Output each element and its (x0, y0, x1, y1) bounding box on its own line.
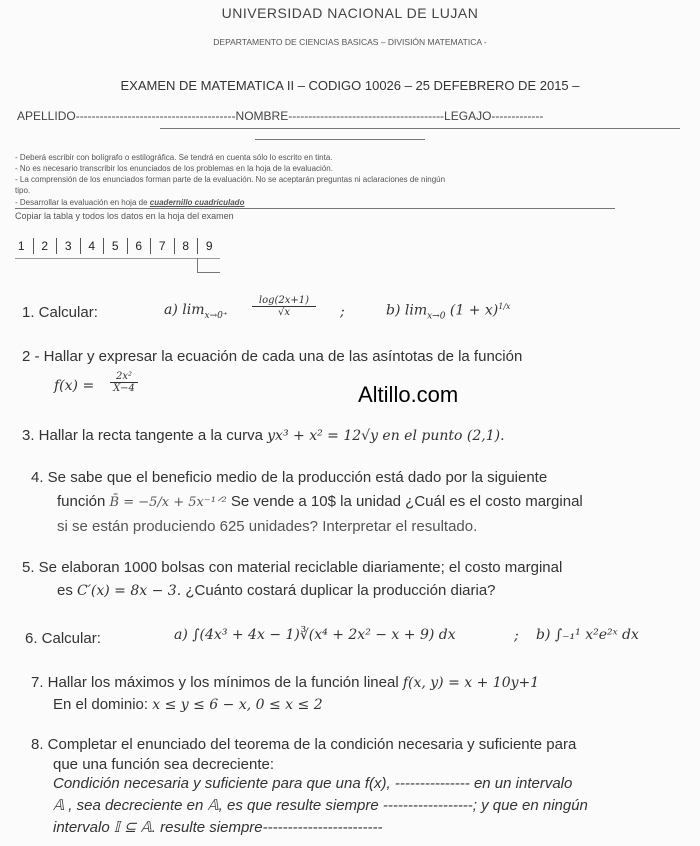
divider-line (160, 128, 680, 129)
grid-cell: 8 (174, 238, 198, 254)
q3-statement: 3. Hallar la recta tangente a la curva (22, 427, 263, 444)
q1-a-numerator: log(2x+1) (252, 295, 316, 307)
q3-text (22, 427, 505, 444)
grid-cell: 4 (80, 238, 104, 254)
q1-part-a (164, 302, 228, 321)
instruction-line: - Deberá escribir con bolígrafo o estilográfica. Se tendrá en cuenta sólo lo escrito en tinta. (15, 153, 333, 162)
q1-a-sub: x→0⁺ (204, 310, 228, 321)
q1-a-lim: a) lim (164, 302, 205, 318)
university-name: UNIVERSIDAD NACIONAL DE LUJAN (221, 5, 479, 21)
q7-domain-label: En el dominio: (53, 696, 149, 713)
instruction-line (15, 198, 244, 207)
instruction-text: - Desarrollar la evaluación en hoja de (15, 198, 148, 207)
divider-line (15, 208, 615, 209)
q2-fraction (110, 371, 138, 394)
grid-bottom-line (15, 258, 220, 259)
q4-statement: Se vende a 10$ la unidad ¿Cuál es el costo marginal (230, 493, 583, 510)
q5-statement: ¿Cuánto costará duplicar la producción diaria? (185, 582, 496, 599)
q4-line: si se están produciendo 625 unidades? Interpretar el resultado. (57, 518, 478, 535)
grid-cell: 5 (103, 238, 127, 254)
grid-corner (197, 258, 220, 273)
q2-text: 2 - Hallar y expresar la ecuación de cada una de las asíntotas de la función (22, 348, 523, 365)
q5-line (57, 582, 496, 599)
q3-equation: yx³ + x² = 12√y en el punto (2,1). (267, 428, 505, 444)
q6-separator: ; (514, 628, 519, 644)
q2-function: f(x) = (54, 378, 95, 394)
q7-line (53, 696, 323, 713)
q1-a-denominator: √x (277, 307, 290, 318)
q1-b-sub: x→0 (427, 311, 446, 322)
q4-formula: B̄ = −5/x + 5x⁻¹ᐟ² (109, 495, 227, 510)
exam-title: EXAMEN DE MATEMATICA II – CODIGO 10026 – 25 DEFEBRERO DE 2015 – (120, 78, 580, 93)
divider-line (255, 139, 425, 140)
grid-cell: 3 (56, 238, 80, 254)
q6-part-a: a) ∫(4x³ + 4x − 1)∛(x⁴ + 2x² − x + 9) dx (174, 627, 456, 643)
instruction-emphasis: cuadernillo cuadriculado (149, 198, 245, 207)
q5-es: es (57, 582, 73, 599)
q1-separator: ; (340, 304, 345, 320)
q4-line: 4. Se sabe que el beneficio medio de la producción está dado por la siguiente (31, 469, 548, 486)
q1-part-b (386, 302, 511, 321)
q7-domain: x ≤ y ≤ 6 − x, 0 ≤ x ≤ 2 (152, 697, 323, 713)
q1-b-exponent: 1/x (498, 302, 511, 311)
instruction-line: - No es necesario transcribir los enunciados de los problemas en la hoja de la evaluación. (15, 164, 333, 173)
grid-cell: 6 (127, 238, 151, 254)
student-id-line: APELLIDO----------------------------------------NOMBRE---------------------------------------LEGAJO------------- (17, 109, 544, 123)
q5-line: 5. Se elaboran 1000 bolsas con material reciclable diariamente; el costo marginal (22, 559, 563, 576)
watermark: Altillo.com (358, 382, 459, 407)
grading-grid (10, 238, 221, 254)
department-name: DEPARTAMENTO DE CIENCIAS BASICAS – DIVISIÓN MATEMATICA - (213, 37, 487, 47)
q4-funcion-label: función (57, 493, 106, 510)
grid-cell: 2 (33, 238, 57, 254)
instruction-line: Copiar la tabla y todos los datos en la hoja del examen (15, 211, 234, 221)
q8-line: que una función sea decreciente: (53, 756, 274, 773)
q7-line (31, 674, 539, 691)
q1-b-lim: b) lim (386, 302, 428, 319)
q7-statement: 7. Hallar los máximos y los mínimos de la función lineal (31, 674, 399, 691)
instruction-line: - La comprensión de los enunciados forman parte de la evaluación. No se aceptarán preguntas ni aclaraciones de ningún (15, 175, 446, 184)
instruction-line: tipo. (15, 186, 31, 195)
grid-cell: 1 (17, 239, 25, 253)
q8-line: Condición necesaria y suficiente para que una f(x), --------------- en un intervalo (53, 775, 573, 792)
q4-line (57, 493, 583, 510)
q1-label: 1. Calcular: (22, 304, 98, 321)
q1-a-fraction (252, 295, 316, 318)
q8-line: 8. Completar el enunciado del teorema de la condición necesaria y suficiente para (31, 736, 577, 753)
q2-denominator: X−4 (113, 383, 135, 394)
q8-line: 𝔸 , sea decreciente en 𝔸, es que resulte siempre ------------------; y que en ningún (53, 797, 588, 814)
q6-part-b: b) ∫₋₁¹ x²e²ˣ dx (536, 627, 639, 643)
grid-cell: 9 (197, 238, 221, 254)
q2-numerator: 2x² (110, 371, 138, 383)
q6-label: 6. Calcular: (25, 630, 101, 647)
grid-cell: 7 (150, 238, 174, 254)
q1-b-expr: (1 + x) (449, 302, 499, 319)
q5-formula: C′(x) = 8x − 3. (77, 583, 182, 599)
q8-line: intervalo 𝕀 ⊆ 𝔸. resulte siempre------------------------ (53, 819, 383, 836)
q7-function: f(x, y) = x + 10y+1 (402, 675, 540, 691)
